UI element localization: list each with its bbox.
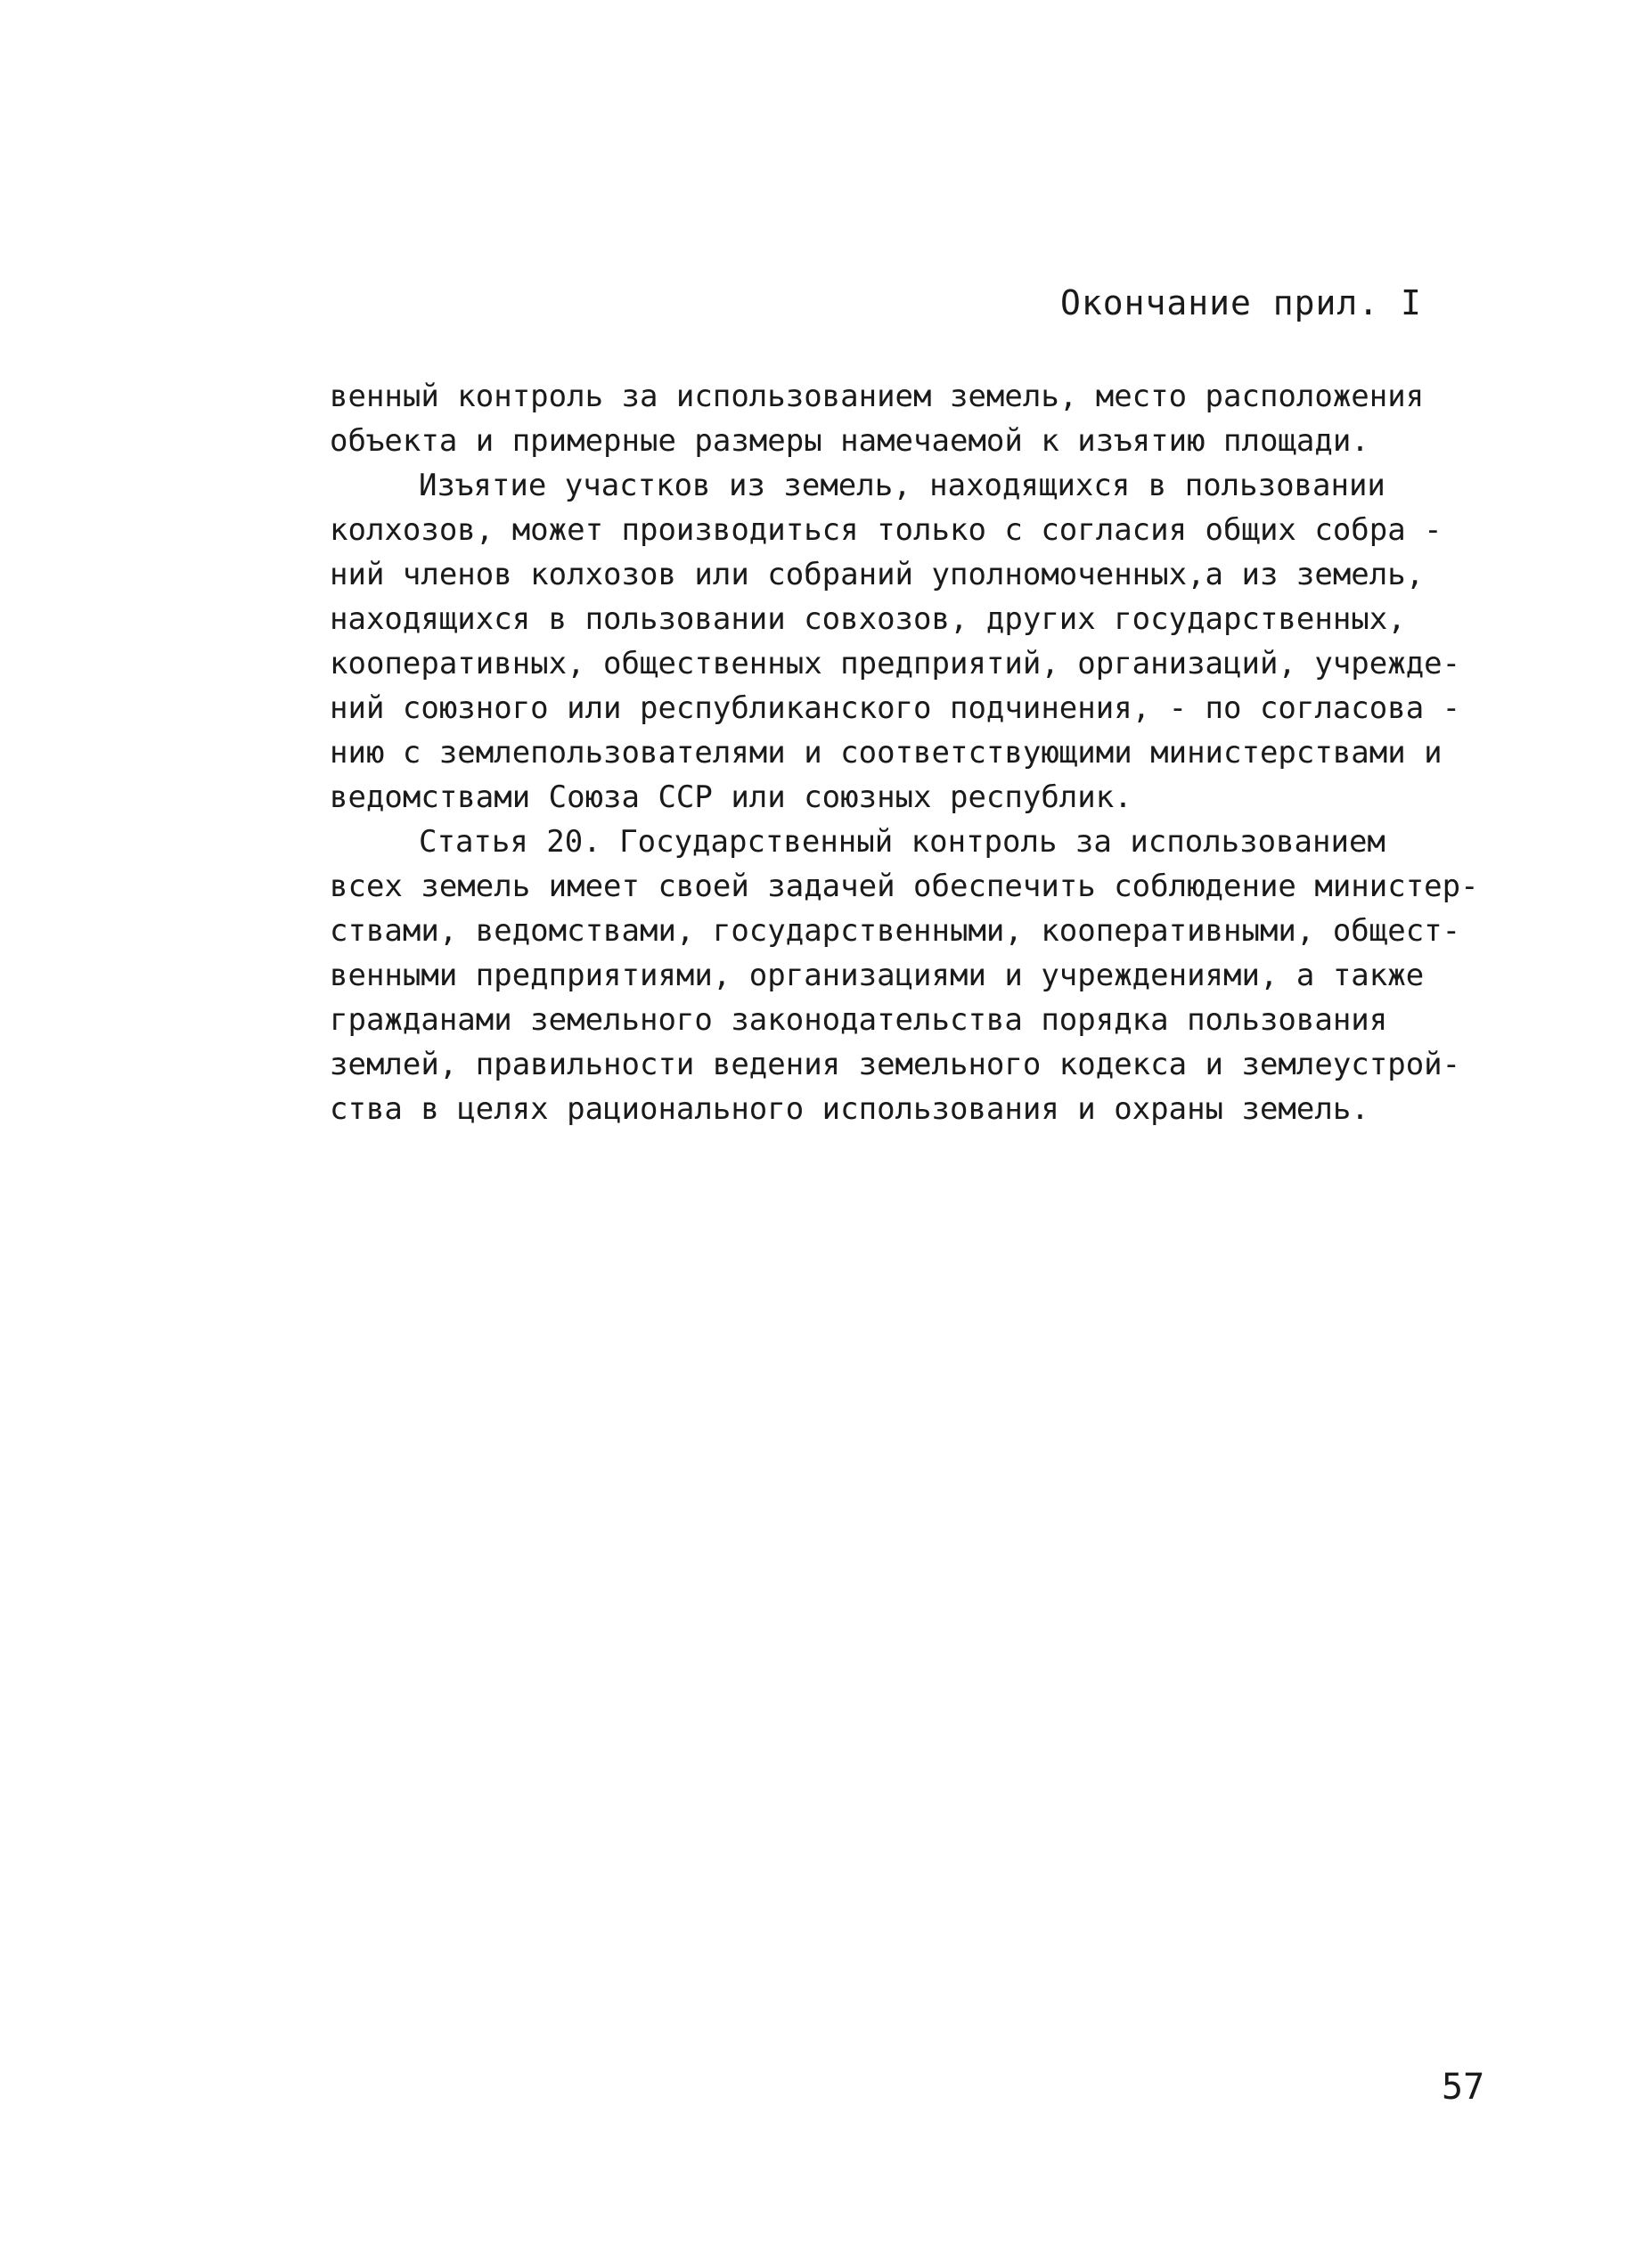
page-number: 57 (1442, 2067, 1485, 2108)
text-line: объекта и примерные размеры намечаемой к изъятию площади. (330, 423, 1369, 459)
text-line: всех земель имеет своей задачей обеспечить соблюдение министер- (330, 869, 1479, 904)
text-line: ведомствами Союза ССР или союзных республик. (330, 779, 1132, 815)
text-line: ний членов колхозов или собраний уполномоченных,а из земель, (330, 557, 1425, 592)
text-line: кооперативных, общественных предприятий, организаций, учрежде- (330, 646, 1461, 681)
text-line: находящихся в пользовании совхозов, других государственных, (330, 601, 1406, 637)
text-line: Изъятие участков из земель, находящихся в пользовании (419, 468, 1385, 503)
text-line: ства в целях рационального использования и охраны земель. (330, 1091, 1369, 1127)
text-line: гражданами земельного законодательства порядка пользования (330, 1002, 1388, 1038)
text-line: Статья 20. Государственный контроль за использованием (419, 824, 1385, 860)
text-line: венными предприятиями, организациями и учреждениями, а также (330, 958, 1425, 993)
text-line: венный контроль за использованием земель, место расположения (330, 379, 1425, 414)
text-line: землей, правильности ведения земельного кодекса и землеустрой- (330, 1047, 1461, 1082)
text-line: колхозов, может производиться только с согласия общих собра - (330, 512, 1443, 548)
text-line: ствами, ведомствами, государственными, кооперативными, общест- (330, 913, 1461, 949)
text-line: ний союзного или республиканского подчинения, - по согласова - (330, 690, 1461, 726)
body-text (330, 374, 1506, 1131)
text-line: нию с землепользователями и соответствующими министерствами и (330, 735, 1443, 771)
appendix-continuation-header: Окончание прил. I (1060, 283, 1422, 322)
